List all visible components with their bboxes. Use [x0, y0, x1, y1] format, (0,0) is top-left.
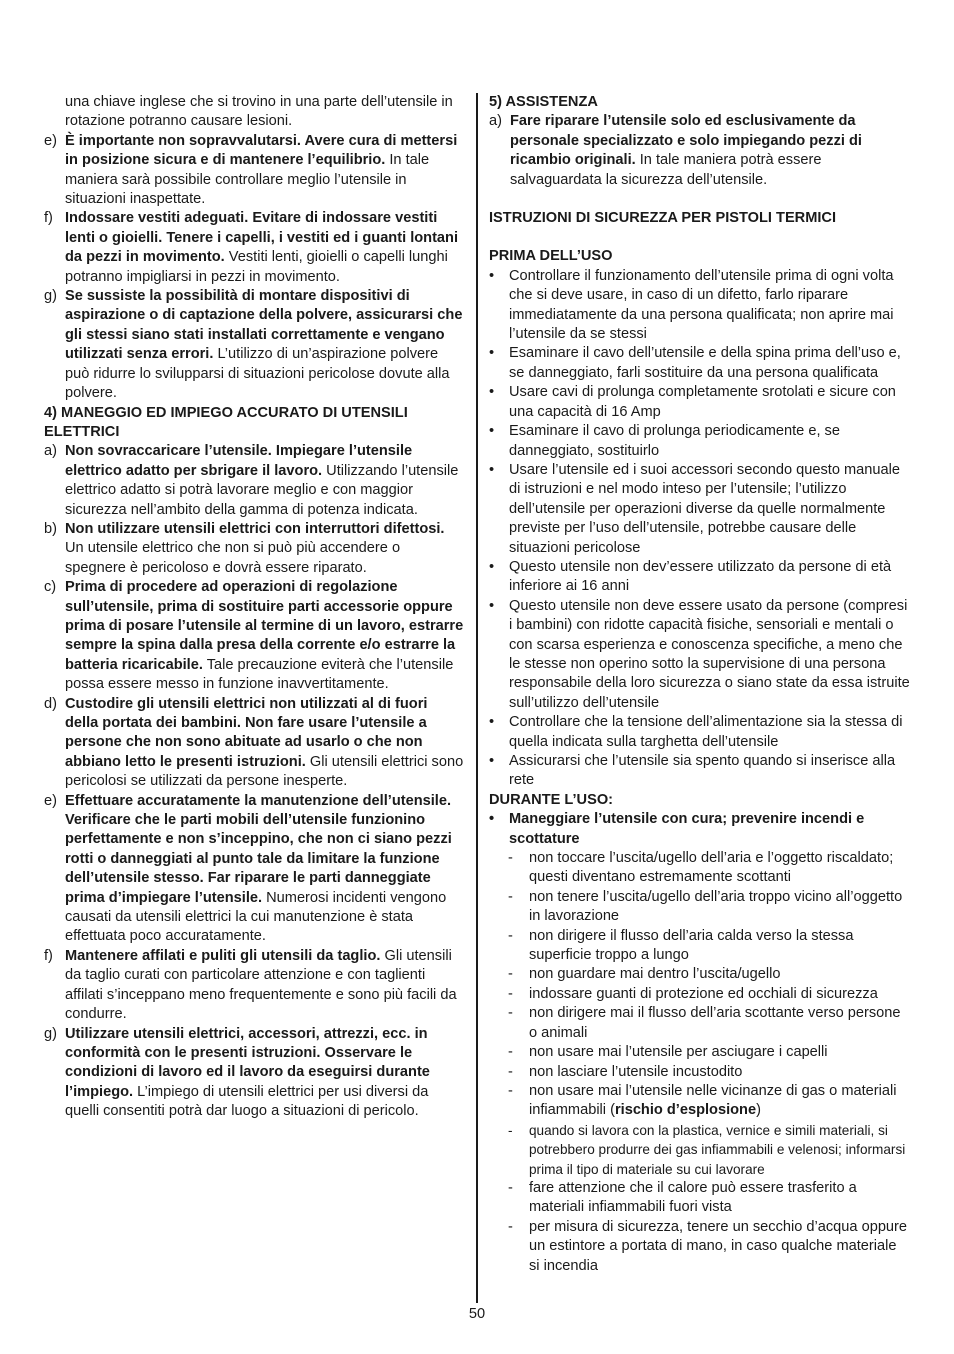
list-item: [44, 578, 464, 694]
bullet-item: [489, 752, 911, 791]
item-text: L’utilizzo di un’aspirazione polvere può ridurre lo svilupparsi di situazioni pericolose dovute alla polvere.: [65, 346, 450, 402]
bullet-marker: •: [489, 811, 495, 828]
dash-item-gas: [489, 1082, 911, 1121]
item-bold-text: Indossare vestiti adeguati. Evitare di indossare vestiti lenti o gioielli. Tenere i capelli, i vestiti ed i guanti lontani da pezzi in movimento.: [65, 210, 459, 266]
list-item: [44, 792, 464, 947]
during-use-dash-list-2: [489, 1179, 911, 1276]
dash-item: [489, 1004, 911, 1043]
bullet-item: [489, 344, 911, 383]
list-items-a: [44, 132, 464, 404]
item-marker: a): [44, 443, 57, 460]
item-text: Tale precauzione eviterà che l’utensile possa essere messo in funzione inavvertitamente.: [65, 656, 454, 693]
item-marker: b): [44, 520, 57, 537]
item-text: Gli utensili elettrici sono pericolosi se utilizzati da persone inesperte.: [65, 753, 464, 790]
item-marker: g): [44, 1025, 57, 1042]
bullet-text: Esaminare il cavo di prolunga periodicamente e, se danneggiato, sostituirlo: [509, 423, 840, 459]
bullet-text: Controllare che la tensione dell’alimentazione sia la stessa di quella indicata sulla targhetta dell’utensile: [509, 714, 903, 750]
item-marker: e): [44, 792, 57, 809]
item-bold-text: Non utilizzare utensili elettrici con interruttori difettosi.: [65, 520, 445, 537]
item-bold-text: È importante non sopravvalutarsi. Avere cura di mettersi in posizione sicura e di mantenere l’equilibrio.: [65, 132, 458, 169]
item-bold-text: Mantenere affilati e puliti gli utensili da taglio.: [65, 947, 381, 964]
dash-marker: -: [508, 966, 513, 983]
item-bold-text: Non sovraccaricare l’utensile. Impiegare l’utensile elettrico adatto per sbrigare il lavoro.: [65, 443, 413, 479]
bullet-marker: •: [489, 267, 495, 284]
dash-marker: -: [508, 1179, 513, 1196]
during-use-dash-list-1: [489, 849, 911, 1082]
dash-text: non lasciare l’utensile incustodito: [529, 1063, 743, 1080]
bullet-item: [489, 558, 911, 597]
list-item: [44, 287, 464, 403]
dash-bold-text: rischio d’esplosione: [614, 1102, 757, 1119]
item-bold-text: Effettuare accuratamente la manutenzione dell’utensile. Verificare che le parti mobili dell’utensile funzionino perfettamente e non s’inceppino, che non ci siano pezzi rotti o danneggiati al punto tale da limitare la funzione dell’utensile stesso. Far riparare le parti danneggiate prima d’impiegare l’utensile.: [65, 792, 452, 906]
bullet-marker: •: [489, 714, 495, 731]
before-use-list: [489, 267, 911, 791]
item-bold-text: Utilizzare utensili elettrici, accessori, attrezzi, ecc. in conformità con le presenti istruzioni. Osservare le condizioni di lavoro ed il lavoro da eseguirsi durante l’impiego.: [65, 1025, 430, 1100]
bullet-item: [489, 597, 911, 713]
dash-text: indossare guanti di protezione ed occhiali di sicurezza: [529, 985, 878, 1002]
bullet-marker: •: [489, 597, 495, 614]
item-text: Gli utensili da taglio curati con particolare attenzione e con taglienti affilati s’inceppano meno frequentemente e sono più facili da condurre.: [65, 947, 457, 1023]
page-number: 50: [468, 1306, 486, 1322]
item-bold-text: Se sussiste la possibilità di montare dispositivi di aspirazione o di captazione della polvere, assicurarsi che gli stessi siano stati installati correttamente e vengano utilizzati senza errori.: [65, 288, 463, 363]
dash-text: quando si lavora con la plastica, vernice e simili materiali, si potrebbero produrre dei gas infiammabili e velenosi; informarsi prima il tipo di materiale su cui lavorare: [529, 1122, 906, 1177]
dash-marker: -: [508, 1218, 513, 1235]
bullet-marker: •: [489, 345, 495, 362]
dash-marker: -: [508, 927, 513, 944]
dash-item: [489, 927, 911, 966]
item-marker: c): [44, 579, 57, 596]
dash-marker: -: [508, 985, 513, 1002]
dash-item: [489, 888, 911, 927]
dash-item: [489, 965, 911, 984]
bullet-text: Questo utensile non dev’essere utilizzato da persone di età inferiore ai 16 anni: [509, 558, 892, 595]
dash-item: [489, 849, 911, 888]
before-use-heading: PRIMA DELL’USO: [489, 248, 613, 265]
item-text: L’impiego di utensili elettrici per usi diversi da quelli consentiti potrà dar luogo a situazioni di pericolo.: [65, 1083, 429, 1120]
bullet-item: [489, 383, 911, 422]
bullet-marker: •: [489, 384, 495, 401]
bullet-text: Controllare il funzionamento dell’utensile prima di ogni volta che si deve usare, in caso di un difetto, farlo riparare immediatamente da una persona qualificata; non aprire mai l’utensile da se stessi: [509, 267, 894, 343]
list-item-5a: [489, 112, 911, 190]
bullet-text: Usare cavi di prolunga completamente srotolati e sicure con una capacità di 16 Amp: [509, 384, 896, 420]
bullet-item: [489, 461, 911, 558]
list-items-b: [44, 442, 464, 1121]
dash-marker: -: [508, 888, 513, 905]
dash-marker: -: [508, 1044, 513, 1061]
dash-item: [489, 1043, 911, 1062]
item-text: Un utensile elettrico che non si può più accendere o spegnere è pericoloso e dovrà essere riparato.: [65, 540, 401, 576]
bullet-item: [489, 422, 911, 461]
dash-item-plastic: [489, 1121, 911, 1179]
bullet-item: [489, 713, 911, 752]
item-text: In tale maniera potrà essere salvaguardata la sicurezza dell’utensile.: [510, 152, 822, 188]
item-marker: g): [44, 288, 57, 305]
item-text: Numerosi incidenti vengono causati da utensili elettrici la cui manutenzione è stata effettuata poco accuratamente.: [65, 889, 447, 945]
column-divider: [476, 93, 478, 1303]
item-text: In tale maniera sarà possibile controllare meglio l’utensile in situazioni inaspettate.: [65, 152, 430, 208]
dash-text: non usare mai l’utensile nelle vicinanze di gas o materiali infiammabili (: [529, 1082, 897, 1119]
list-item: [44, 520, 464, 578]
bullet-text: Assicurarsi che l’utensile sia spento quando si inserisce alla rete: [509, 753, 896, 789]
list-item: [44, 695, 464, 792]
dash-marker: -: [508, 1122, 513, 1138]
bullet-marker: •: [489, 753, 495, 769]
bullet-text: Maneggiare l’utensile con cura; prevenire incendi e scottature: [509, 811, 865, 847]
item-marker: f): [44, 210, 53, 227]
list-item: [44, 209, 464, 287]
dash-item: [489, 985, 911, 1004]
bullet-item: [489, 267, 911, 345]
dash-text: non guardare mai dentro l’uscita/ugello: [529, 966, 781, 983]
dash-marker: -: [508, 1082, 513, 1099]
dash-text: non usare mai l’utensile per asciugare i capelli: [529, 1044, 828, 1061]
list-item: [44, 947, 464, 1025]
dash-text-end: ): [756, 1102, 761, 1119]
dash-item: [489, 1179, 911, 1218]
bullet-text: Esaminare il cavo dell’utensile e della spina prima dell’uso e, se danneggiato, farli sostituire da una persona qualificata: [509, 345, 901, 381]
dash-marker: -: [508, 850, 513, 867]
during-use-bullet: [489, 810, 911, 849]
dash-item: [489, 1218, 911, 1276]
item-text: Vestiti lenti, gioielli o capelli lunghi potranno impigliarsi in pezzi in movimento.: [65, 249, 448, 285]
safety-heading: ISTRUZIONI DI SICUREZZA PER PISTOLI TERMICI: [489, 210, 837, 227]
intro-text: una chiave inglese che si trovino in una parte dell’utensile in rotazione potranno causare lesioni.: [65, 94, 453, 130]
list-item: [44, 442, 464, 520]
dash-text: non tenere l’uscita/ugello dell’aria troppo vicino all’oggetto in lavorazione: [529, 888, 903, 925]
item-marker: d): [44, 695, 57, 712]
dash-text: non dirigere mai il flusso dell’aria scottante verso persone o animali: [529, 1005, 901, 1041]
section-5-heading: 5) ASSISTENZA: [489, 94, 598, 110]
dash-marker: -: [508, 1005, 513, 1022]
bullet-text: Usare l’utensile ed i suoi accessori secondo questo manuale di istruzioni e nel modo inteso per l’utensile; l’utilizzo dell’utensile per operazioni diverse da quelle normalmente previste per l’uso dell’utensile, potrebbe causare delle situazioni pericolose: [509, 461, 901, 556]
list-item: [44, 1025, 464, 1122]
list-item: [44, 132, 464, 210]
item-bold-text: Custodire gli utensili elettrici non utilizzati al di fuori della portata dei bambini. Non fare usare l’utensile a persone che non sono abituate ad usarlo o che non abbiano letto le presenti istruzioni.: [65, 695, 428, 770]
bullet-marker: •: [489, 558, 495, 575]
dash-text: non dirigere il flusso dell’aria calda verso la stessa superficie troppo a lungo: [529, 927, 854, 964]
dash-item: [489, 1063, 911, 1082]
item-text: Utilizzando l’utensile elettrico adatto si potrà lavorare meglio e con maggior sicurezza nell’ambito della gamma di potenza indicata.: [65, 462, 459, 518]
dash-marker: -: [508, 1063, 513, 1080]
item-bold-text: Prima di procedere ad operazioni di regolazione sull’utensile, prima di sostituire parti accessorie oppure prima di posare l’utensile al termine di un lavoro, estrarre sempre la spina dalla presa della corrente e/o estrarre la batteria ricaricabile.: [65, 579, 464, 673]
item-marker: a): [489, 113, 502, 130]
dash-text: per misura di sicurezza, tenere un secchio d’acqua oppure un estintore a portata di mano, in caso qualche materiale si incendia: [529, 1218, 908, 1274]
dash-text: fare attenzione che il calore può essere trasferito a materiali infiammabili fuori vista: [529, 1179, 857, 1216]
during-use-heading: DURANTE L’USO:: [489, 791, 614, 808]
bullet-marker: •: [489, 423, 495, 440]
section-4-heading: 4) MANEGGIO ED IMPIEGO ACCURATO DI UTENSILI ELETTRICI: [44, 404, 408, 440]
item-marker: f): [44, 947, 53, 964]
item-bold-text: Fare riparare l’utensile solo ed esclusivamente da personale specializzato e solo impiegando pezzi di ricambio originali.: [510, 113, 862, 169]
bullet-marker: •: [489, 461, 495, 478]
right-column: [489, 93, 911, 1276]
left-column: [44, 93, 464, 1122]
item-marker: e): [44, 132, 57, 149]
bullet-text: Questo utensile non deve essere usato da persone (compresi i bambini) con ridotte capacità fisiche, sensoriali e mentali o con scarsa esperienza e conoscenza specifiche, a meno che le stesse non operino sotto la supervisione di una persona responsabile della loro sicurezza o siano state da essa istruite sull’utilizzo dell’utensile: [509, 597, 910, 711]
dash-text: non toccare l’uscita/ugello dell’aria e l’oggetto riscaldato; questi diventano estremamente scottanti: [529, 850, 894, 886]
